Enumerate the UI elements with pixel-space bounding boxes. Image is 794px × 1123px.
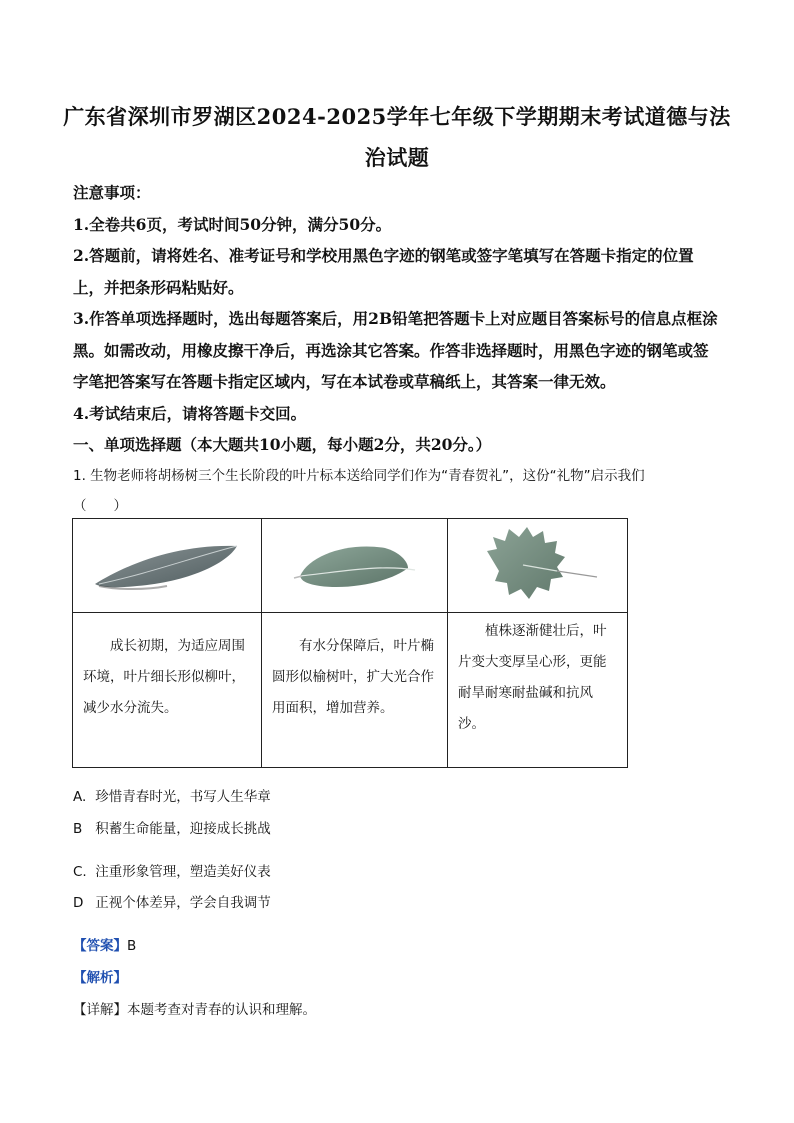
analysis-label: 【解析】 — [73, 970, 127, 986]
willow-leaf-image — [87, 534, 247, 594]
answer-value: B — [127, 938, 137, 954]
leaf-description-cell: 有水分保障后，叶片椭圆形似榆树叶，扩大光合作用面积，增加营养。 — [262, 613, 448, 768]
notice-item: 1.全卷共6页，考试时间50分钟，满分50分。 — [73, 214, 392, 234]
analysis-line — [73, 962, 316, 994]
question-1-stem — [73, 461, 723, 521]
detail-label: 【详解】 — [73, 1002, 127, 1018]
notice-section — [73, 177, 723, 461]
notice-item: 2.答题前，请将姓名、准考证号和学校用黑色字迹的钢笔或签字笔填写在答题卡指定的位置上，并把条形码粘贴好。 — [73, 246, 694, 297]
title-line-1: 广东省深圳市罗湖区2024-2025学年七年级下学期期末考试道德与法 — [63, 104, 731, 129]
title-line-2: 治试题 — [364, 145, 430, 170]
notice-item: 3.作答单项选择题时，选出每题答案后，用2B铅笔把答题卡上对应题目答案标号的信息点框涂黑。如需改动，用橡皮擦干净后，再选涂其它答案。作答非选择题时，用黑色字迹的钢笔或签字笔把答案写在答题卡指定区域内，写在本试卷或草稿纸上，其答案一律无效。 — [73, 309, 718, 391]
page-title — [60, 96, 734, 178]
option-a — [73, 785, 271, 805]
elm-leaf-image — [290, 534, 420, 594]
option-letter: B — [73, 821, 83, 837]
option-text: 积蓄生命能量，迎接成长挑战 — [95, 821, 271, 837]
leaf-image-cell — [262, 519, 448, 613]
section-heading: 一、单项选择题（本大题共10小题，每小题2分，共20分。） — [73, 435, 492, 454]
option-d — [73, 891, 271, 911]
leaf-image-cell — [73, 519, 262, 613]
detail-line — [73, 994, 316, 1026]
leaf-description-cell: 成长初期，为适应周围环境，叶片细长形似柳叶，减少水分流失。 — [73, 613, 262, 768]
heart-leaf-image — [473, 521, 603, 607]
option-c — [73, 860, 271, 880]
leaf-table — [72, 518, 628, 768]
option-b — [73, 817, 271, 837]
option-text: 正视个体差异，学会自我调节 — [95, 895, 271, 911]
answer-line — [73, 930, 316, 962]
option-letter: A. — [73, 789, 87, 805]
option-text: 珍惜青春时光，书写人生华章 — [95, 789, 271, 805]
answer-blank: （ ） — [73, 498, 127, 514]
leaf-description-cell: 植株逐渐健壮后，叶片变大变厚呈心形，更能耐旱耐寒耐盐碱和抗风沙。 — [448, 613, 628, 768]
option-letter: D — [73, 895, 84, 911]
option-letter: C. — [73, 864, 87, 880]
leaf-image-cell — [448, 519, 628, 613]
notice-item: 4.考试结束后，请将答题卡交回。 — [73, 403, 307, 423]
answer-section — [73, 930, 316, 1026]
question-text: 1. 生物老师将胡杨树三个生长阶段的叶片标本送给同学们作为“青春贺礼”，这份“礼物”启示我们 — [73, 468, 645, 484]
notice-heading: 注意事项： — [73, 183, 151, 202]
detail-text: 本题考查对青春的认识和理解。 — [127, 1002, 316, 1018]
option-text: 注重形象管理，塑造美好仪表 — [95, 864, 271, 880]
answer-label: 【答案】 — [73, 938, 127, 954]
